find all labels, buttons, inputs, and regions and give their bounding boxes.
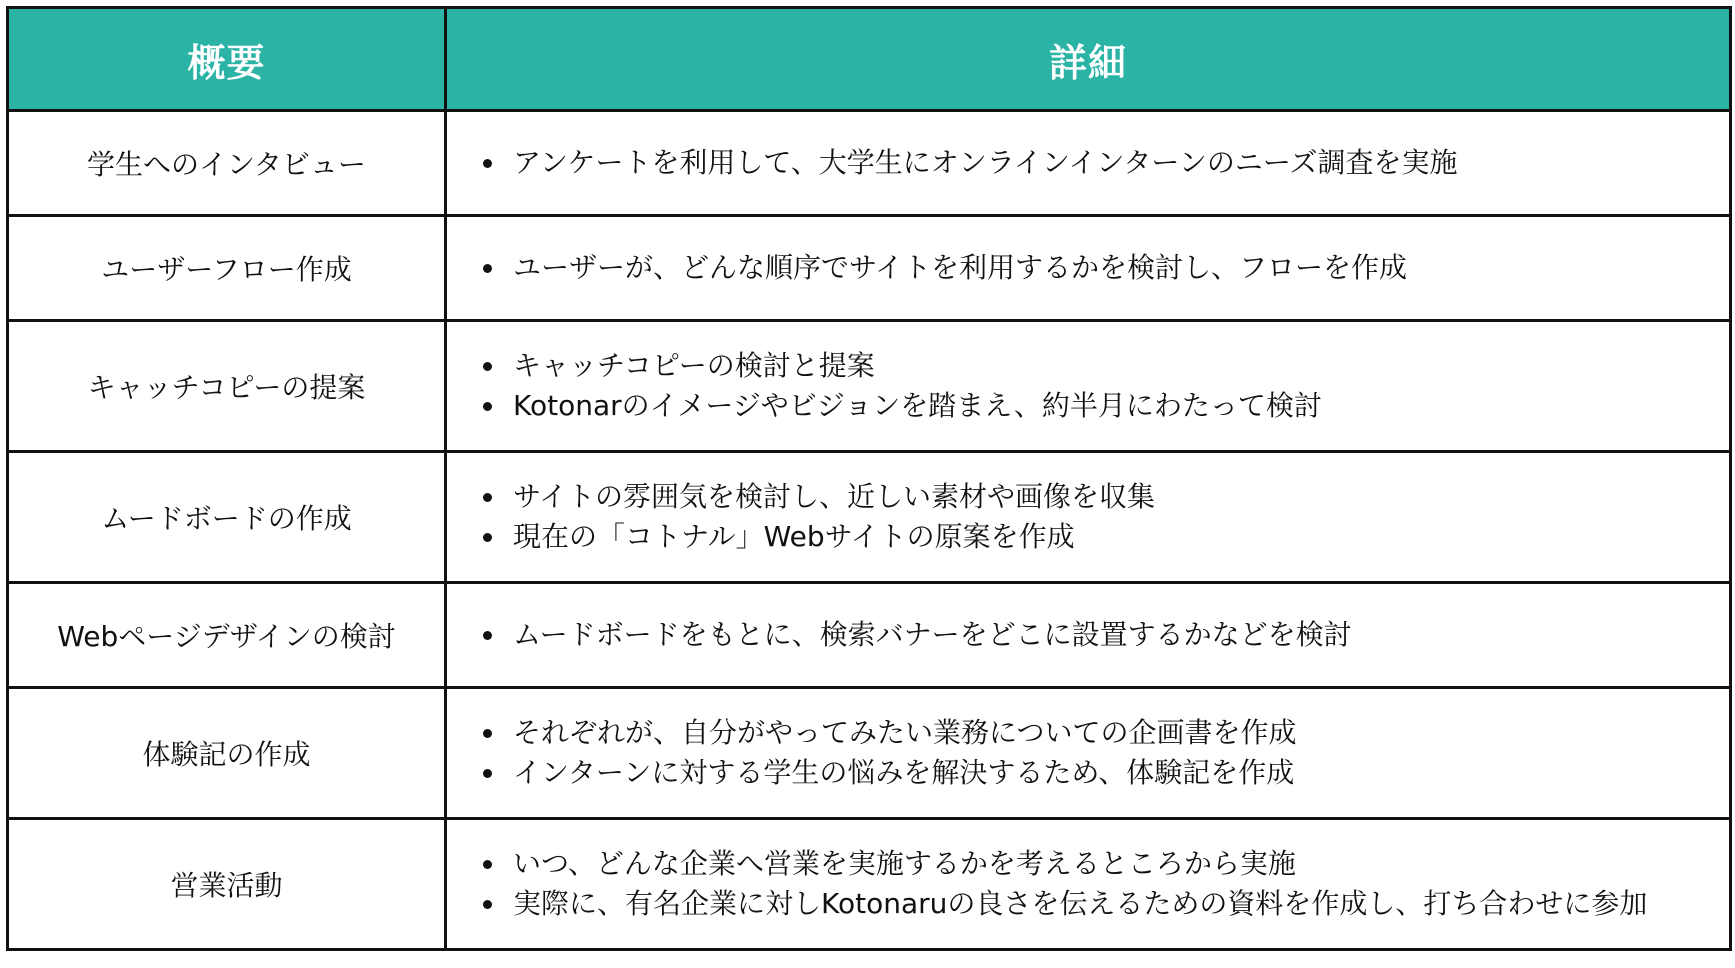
table-row <box>8 321 1731 452</box>
detail-item <box>483 386 1729 426</box>
detail-item <box>483 346 1729 386</box>
detail-text: ムードボードをもとに、検索バナーをどこに設置するかなどを検討 <box>513 618 1352 651</box>
details-cell <box>446 111 1731 216</box>
summary-cell: キャッチコピーの提案 <box>8 321 446 452</box>
details-list <box>483 248 1729 288</box>
table-row <box>8 819 1731 950</box>
summary-column-header: 概要 <box>8 8 446 111</box>
table-row <box>8 688 1731 819</box>
bullet-icon <box>483 402 492 411</box>
summary-cell: 営業活動 <box>8 819 446 950</box>
details-cell <box>446 452 1731 583</box>
details-list <box>483 713 1729 793</box>
detail-text: アンケートを利用して、大学生にオンラインインターンのニーズ調査を実施 <box>513 146 1458 179</box>
summary-cell: 体験記の作成 <box>8 688 446 819</box>
detail-item <box>483 844 1729 884</box>
table-row <box>8 111 1731 216</box>
bullet-icon <box>483 264 492 273</box>
detail-item <box>483 884 1729 924</box>
bullet-icon <box>483 900 492 909</box>
detail-text: いつ、どんな企業へ営業を実施するかを考えるところから実施 <box>513 847 1296 880</box>
detail-item <box>483 713 1729 753</box>
summary-cell: ムードボードの作成 <box>8 452 446 583</box>
details-list <box>483 844 1729 924</box>
bullet-icon <box>483 533 492 542</box>
table-row <box>8 452 1731 583</box>
detail-item <box>483 477 1729 517</box>
detail-item <box>483 143 1729 183</box>
activity-table <box>6 6 1732 951</box>
detail-text: それぞれが、自分がやってみたい業務についての企画書を作成 <box>513 716 1297 749</box>
detail-text: サイトの雰囲気を検討し、近しい素材や画像を収集 <box>513 480 1156 513</box>
summary-cell: Webページデザインの検討 <box>8 583 446 688</box>
table-row <box>8 216 1731 321</box>
details-cell <box>446 583 1731 688</box>
detail-item <box>483 248 1729 288</box>
table-header <box>8 8 1731 111</box>
detail-item <box>483 615 1729 655</box>
bullet-icon <box>483 159 492 168</box>
bullet-icon <box>483 493 492 502</box>
details-cell <box>446 688 1731 819</box>
details-list <box>483 615 1729 655</box>
summary-cell: 学生へのインタビュー <box>8 111 446 216</box>
header-row <box>8 8 1731 111</box>
detail-item <box>483 753 1729 793</box>
details-cell <box>446 819 1731 950</box>
table-row <box>8 583 1731 688</box>
details-column-header: 詳細 <box>446 8 1731 111</box>
detail-text: キャッチコピーの検討と提案 <box>513 349 875 382</box>
details-cell <box>446 321 1731 452</box>
details-cell <box>446 216 1731 321</box>
details-list <box>483 477 1729 557</box>
details-list <box>483 346 1729 426</box>
detail-text: 現在の「コトナル」Webサイトの原案を作成 <box>513 520 1075 553</box>
summary-cell: ユーザーフロー作成 <box>8 216 446 321</box>
detail-text: インターンに対する学生の悩みを解決するため、体験記を作成 <box>513 756 1295 789</box>
bullet-icon <box>483 362 492 371</box>
bullet-icon <box>483 729 492 738</box>
bullet-icon <box>483 860 492 869</box>
bullet-icon <box>483 769 492 778</box>
bullet-icon <box>483 631 492 640</box>
details-list <box>483 143 1729 183</box>
detail-text: 実際に、有名企業に対しKotonaruの良さを伝えるための資料を作成し、打ち合わせに参加 <box>513 887 1648 920</box>
detail-item <box>483 517 1729 557</box>
detail-text: ユーザーが、どんな順序でサイトを利用するかを検討し、フローを作成 <box>513 251 1408 284</box>
activity-table-container <box>6 6 1732 951</box>
detail-text: Kotonarのイメージやビジョンを踏まえ、約半月にわたって検討 <box>513 389 1322 422</box>
